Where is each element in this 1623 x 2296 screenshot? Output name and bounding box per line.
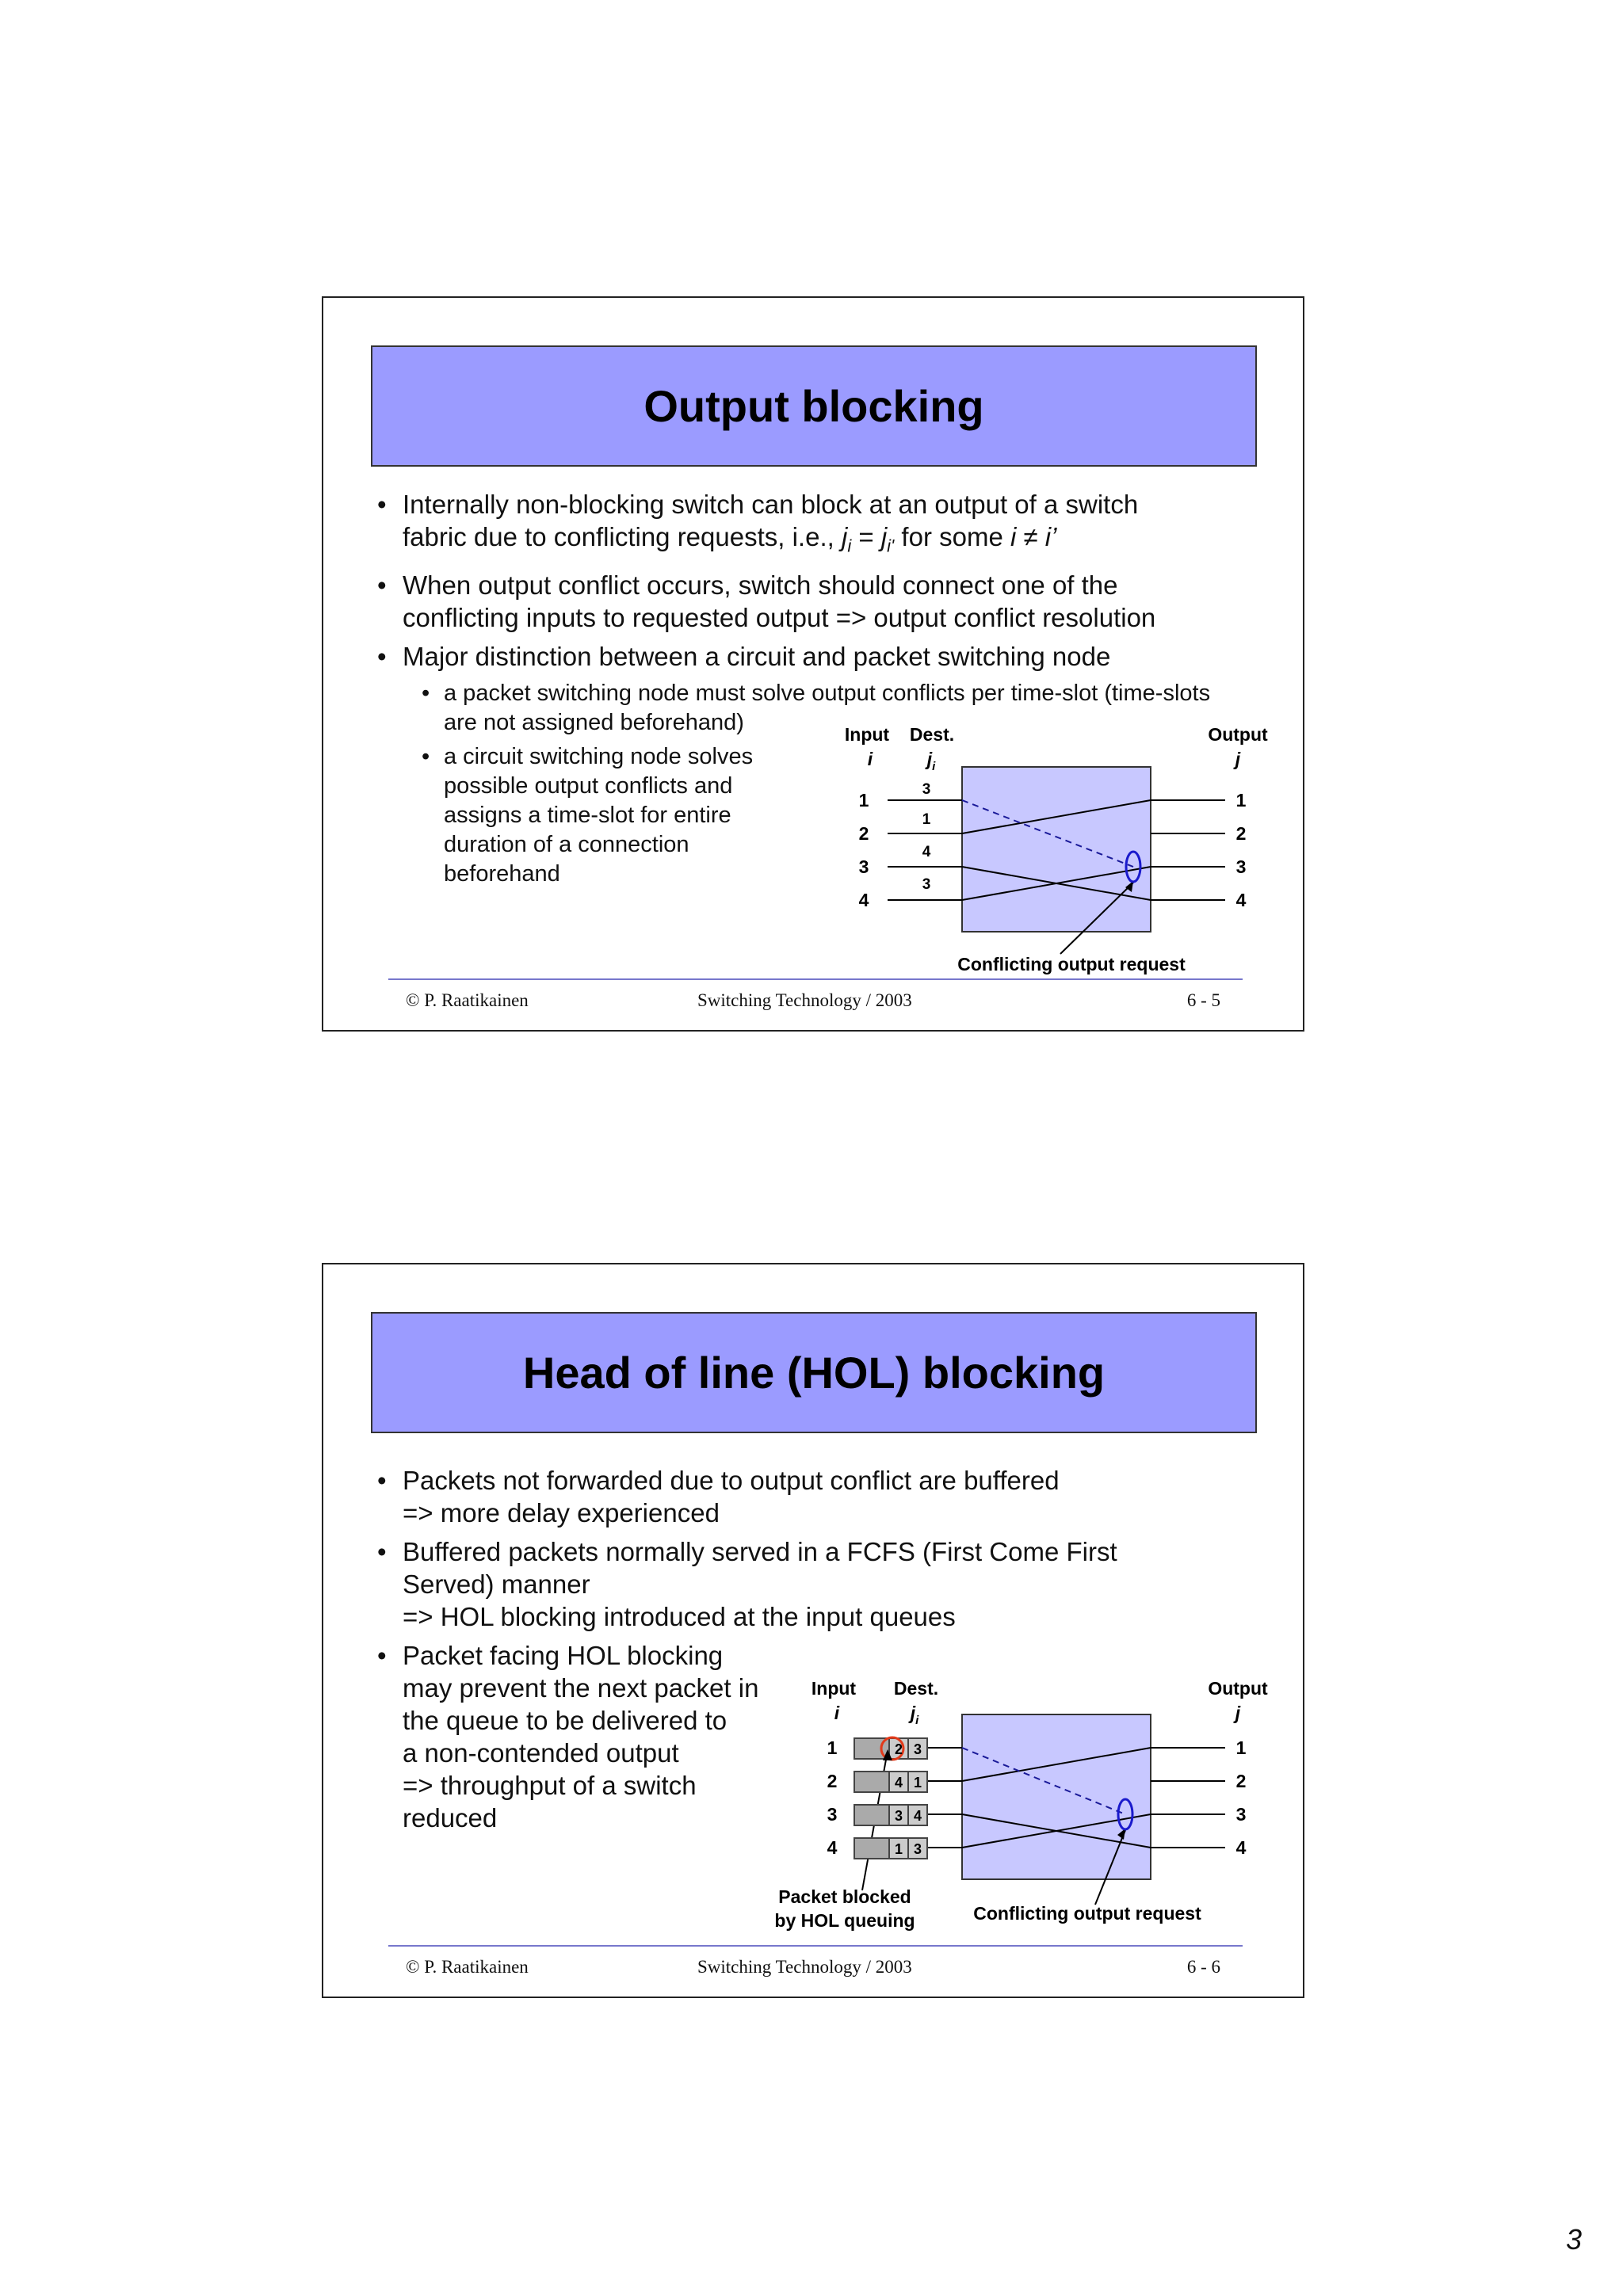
bullet-text: When output conflict occurs, switch should connect one of the conflicting inputs to requested output => output conflict resolution bbox=[403, 570, 1156, 632]
bullet-text: reduced bbox=[403, 1803, 498, 1833]
queue-second-value-2: 4 bbox=[894, 1775, 903, 1791]
dest-var-main: j bbox=[926, 749, 933, 769]
slide-hol-blocking bbox=[322, 1263, 1304, 1998]
bullet-text: Buffered packets normally served in a FCFS (First Come First bbox=[403, 1537, 1117, 1566]
dest-var bbox=[908, 1703, 919, 1727]
input-port-2: 2 bbox=[858, 823, 869, 844]
queue-head-value-2: 1 bbox=[913, 1775, 922, 1791]
output-port-1: 1 bbox=[1235, 790, 1247, 810]
input-port-4: 4 bbox=[858, 890, 869, 910]
bullet-text: Packets not forwarded due to output conflict are buffered bbox=[403, 1466, 1060, 1495]
footer-divider bbox=[388, 978, 1243, 980]
input-port-1: 1 bbox=[827, 1737, 838, 1758]
dest-var bbox=[925, 749, 936, 773]
dest-var-main: j bbox=[910, 1703, 916, 1723]
slide-title: Output blocking bbox=[643, 381, 984, 431]
bullet-text: may prevent the next packet in bbox=[403, 1673, 759, 1703]
input-header: Input bbox=[811, 1678, 857, 1699]
bullet-text: for some bbox=[894, 522, 1010, 551]
bullet-text: Packet facing HOL blocking bbox=[403, 1641, 724, 1670]
bullet-text: a non-contended output bbox=[403, 1738, 679, 1768]
output-var: j bbox=[1235, 749, 1241, 769]
queue-head-value-1: 3 bbox=[913, 1741, 922, 1757]
dest-value-4: 3 bbox=[922, 876, 931, 893]
output-header: Output bbox=[1208, 1678, 1268, 1699]
input-port-2: 2 bbox=[827, 1771, 838, 1791]
sub-bullet-text: a circuit switching node solves possible output conflicts and assigns a time-slot for entire duration of a connection beforehand bbox=[444, 743, 754, 887]
dest-value-1: 3 bbox=[922, 781, 931, 798]
bullet-text: Internally non-blocking switch can block at an output of a switch bbox=[403, 490, 1139, 519]
footer-author: © P. Raatikainen bbox=[406, 1957, 529, 1977]
dest-header: Dest. bbox=[893, 1678, 939, 1699]
bullet-item: • Internally non-blocking switch can block at an output of a switch fabric due to conflicting requests, i.e., $j_i = j_{i'}$ for some i ≠ i’ bbox=[371, 488, 1266, 563]
input-var: i bbox=[834, 1703, 840, 1723]
output-port-2: 2 bbox=[1235, 1771, 1247, 1791]
input-port-3: 3 bbox=[858, 856, 869, 877]
footer-course: Switching Technology / 2003 bbox=[697, 1957, 912, 1977]
slide-title: Head of line (HOL) blocking bbox=[522, 1348, 1106, 1398]
page-number: 3 bbox=[1565, 2223, 1582, 2256]
switch-fabric bbox=[962, 767, 1151, 932]
queue-second-value-3: 3 bbox=[894, 1808, 903, 1824]
output-port-3: 3 bbox=[1235, 1804, 1247, 1825]
hol-caption-line-1: Packet blocked bbox=[778, 1886, 911, 1907]
bullet-text: the queue to be delivered to bbox=[403, 1706, 727, 1735]
input-header: Input bbox=[844, 724, 890, 745]
bullet-text: => more delay experienced bbox=[403, 1498, 720, 1527]
output-var: j bbox=[1235, 1703, 1241, 1723]
dest-value-2: 1 bbox=[922, 811, 931, 828]
slide-output-blocking bbox=[322, 296, 1304, 1032]
footer-course: Switching Technology / 2003 bbox=[697, 990, 912, 1010]
hol-switch-diagram bbox=[323, 1264, 1306, 2000]
output-port-2: 2 bbox=[1235, 823, 1247, 844]
input-port-4: 4 bbox=[827, 1837, 838, 1858]
footer-slide-number: 6 - 6 bbox=[1186, 1957, 1220, 1977]
input-var: i bbox=[867, 749, 873, 769]
footer-author: © P. Raatikainen bbox=[406, 990, 529, 1010]
conflict-caption: Conflicting output request bbox=[973, 1903, 1201, 1924]
input-port-1: 1 bbox=[858, 790, 869, 810]
bullet-text: => HOL blocking introduced at the input queues bbox=[403, 1602, 956, 1631]
dest-var-sub: i bbox=[932, 760, 936, 773]
bullet-text: => throughput of a switch bbox=[403, 1771, 697, 1800]
output-header: Output bbox=[1208, 724, 1268, 745]
sub-bullet-text: a packet switching node must solve output conflicts per time-slot (time-slots are not assigned beforehand) bbox=[444, 680, 1211, 735]
input-port-3: 3 bbox=[827, 1804, 838, 1825]
queue-head-value-4: 3 bbox=[913, 1841, 922, 1857]
dest-var-sub: i bbox=[915, 1714, 919, 1727]
conflict-caption: Conflicting output request bbox=[957, 954, 1186, 974]
queue-second-value-4: 1 bbox=[894, 1841, 903, 1857]
output-port-4: 4 bbox=[1235, 1837, 1247, 1858]
output-port-4: 4 bbox=[1235, 890, 1247, 910]
output-port-3: 3 bbox=[1235, 856, 1247, 877]
switch-diagram bbox=[323, 298, 1306, 1033]
bullet-text: Major distinction between a circuit and packet switching node bbox=[403, 641, 1111, 671]
switch-fabric bbox=[962, 1714, 1151, 1879]
footer-divider bbox=[388, 1945, 1243, 1947]
queue-head-value-3: 4 bbox=[913, 1808, 922, 1824]
output-port-1: 1 bbox=[1235, 1737, 1247, 1758]
dest-value-3: 4 bbox=[922, 844, 931, 860]
bullet-text: Served) manner bbox=[403, 1569, 590, 1599]
dest-header: Dest. bbox=[909, 724, 955, 745]
footer-slide-number: 6 - 5 bbox=[1186, 990, 1220, 1010]
hol-caption-line-2: by HOL queuing bbox=[774, 1910, 915, 1931]
bullet-text: fabric due to conflicting requests, i.e., bbox=[403, 522, 842, 551]
queue-second-value-1: 2 bbox=[894, 1741, 903, 1757]
